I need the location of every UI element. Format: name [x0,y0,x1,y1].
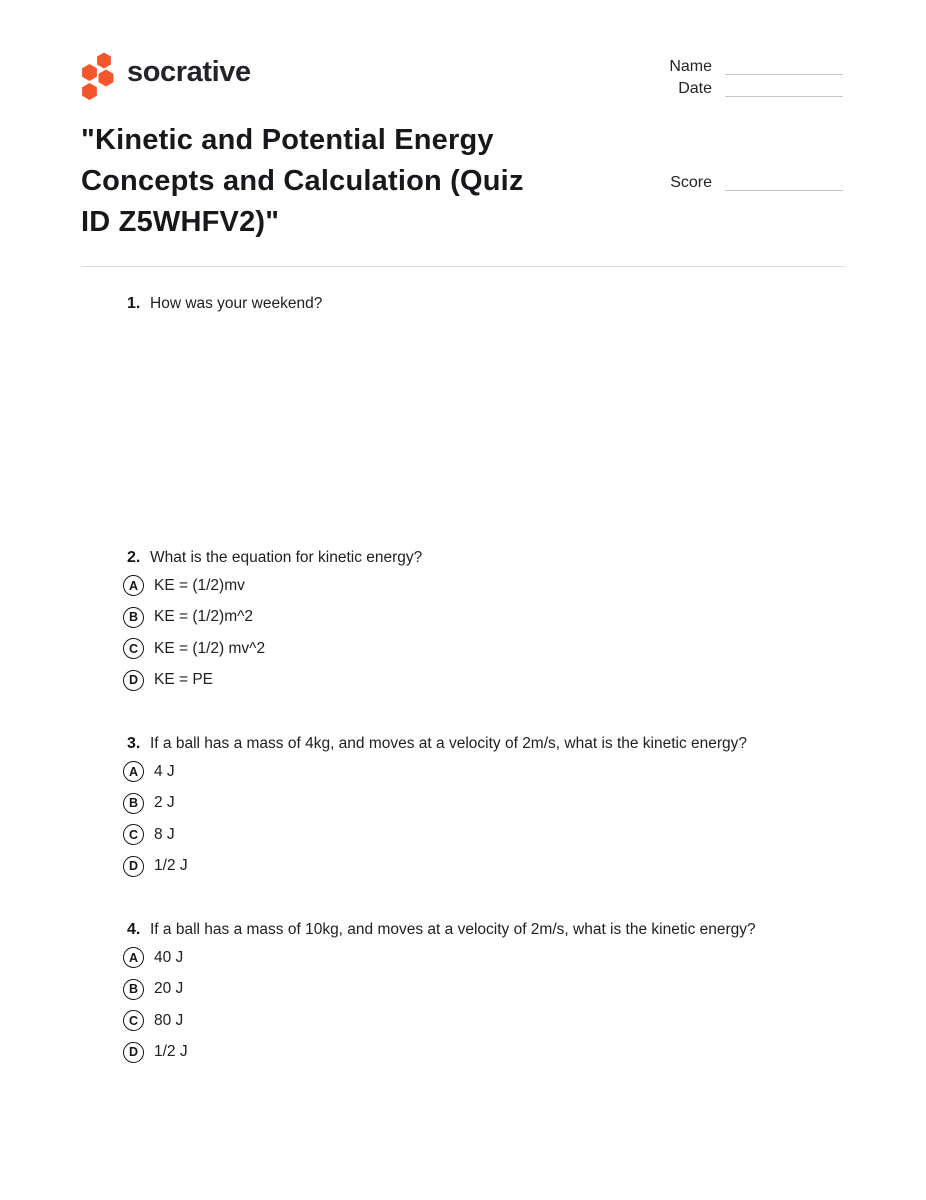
question-1-number: 1. [127,295,141,312]
option-text: KE = (1/2)mv [154,576,245,594]
question-2-option-d [123,665,866,697]
question-3-option-b [123,788,866,820]
name-field-row [623,56,843,78]
socrative-hexagons-icon [81,51,115,101]
name-label: Name [669,58,712,75]
brand-name: socrative [127,55,251,88]
quiz-title-line-1: "Kinetic and Potential Energy [81,124,494,156]
quiz-title-line-3: ID Z5WHFV2)" [81,206,280,238]
option-letter-bubble: D [123,856,144,877]
question-1-text: How was your weekend? [150,295,323,312]
option-letter-bubble: B [123,979,144,1000]
question-1-header [123,292,866,316]
option-text: KE = (1/2) mv^2 [154,639,266,657]
option-letter-bubble: D [123,1042,144,1063]
score-label: Score [670,174,712,191]
question-2-header [123,546,866,570]
option-letter-bubble: C [123,824,144,845]
question-4-header [123,918,866,942]
question-2-option-b [123,602,866,634]
name-date-fields [623,56,843,100]
option-text: KE = (1/2)m^2 [154,608,254,626]
option-letter-bubble: A [123,575,144,596]
question-3-option-a [123,756,866,788]
question-3 [123,732,866,882]
question-3-header [123,732,866,756]
option-letter-bubble: C [123,638,144,659]
question-3-number: 3. [127,735,141,752]
option-letter-bubble: B [123,793,144,814]
question-4-number: 4. [127,921,141,938]
question-1 [123,292,866,316]
option-letter-bubble: A [123,947,144,968]
question-4-option-c [123,1005,866,1037]
option-text: 40 J [154,948,184,966]
score-write-in-line [725,190,843,191]
date-write-in-line [725,96,843,97]
question-3-text: If a ball has a mass of 4kg, and moves at a velocity of 2m/s, what is the kinetic energy? [150,735,748,752]
question-2-text: What is the equation for kinetic energy? [150,549,423,566]
question-4-option-b [123,974,866,1006]
option-text: 8 J [154,825,175,843]
question-3-option-c [123,819,866,851]
option-text: 20 J [154,980,184,998]
socrative-logo [81,51,251,101]
question-2-option-a [123,570,866,602]
name-write-in-line [725,74,843,75]
option-text: 1/2 J [154,857,188,875]
date-label: Date [678,80,712,97]
question-4-text: If a ball has a mass of 10kg, and moves at a velocity of 2m/s, what is the kinetic energy? [150,921,756,938]
option-letter-bubble: B [123,607,144,628]
question-4-option-d [123,1037,866,1069]
quiz-title-line-2: Concepts and Calculation (Quiz [81,165,524,197]
option-text: 80 J [154,1011,184,1029]
option-text: 2 J [154,794,175,812]
option-letter-bubble: C [123,1010,144,1031]
option-text: 4 J [154,762,175,780]
question-2 [123,546,866,696]
question-4-option-a [123,942,866,974]
date-field-row [623,78,843,100]
question-2-option-c [123,633,866,665]
quiz-title [81,120,681,243]
option-text: 1/2 J [154,1043,188,1061]
option-text: KE = PE [154,671,214,689]
question-3-option-d [123,851,866,883]
option-letter-bubble: D [123,670,144,691]
header-divider [81,266,845,267]
question-2-number: 2. [127,549,141,566]
option-letter-bubble: A [123,761,144,782]
question-4 [123,918,866,1068]
